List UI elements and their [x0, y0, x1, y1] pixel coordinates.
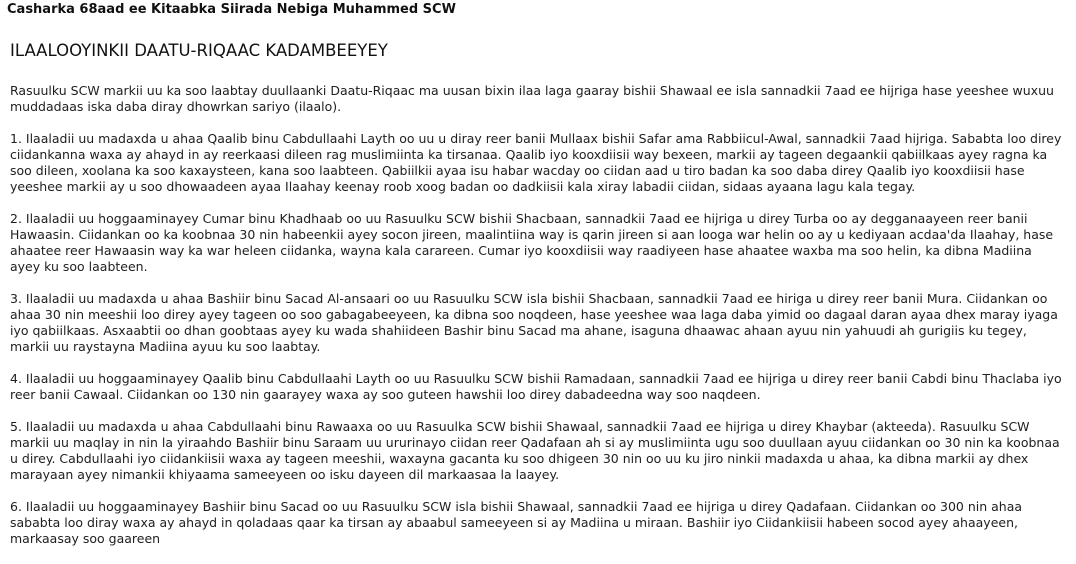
paragraph-2: 2. Ilaaladii uu hoggaaminayey Cumar binu Khadhaab oo uu Rasuulku SCW bishii Shacbaan, sannadkii 7aad ee hijriga u direy Turba oo ay degganaayeen reer banii Hawaasin. Ciidankan oo ka koobnaa 30 nin habeenkii ayey socon jireen, maalintiina way is qarin jireen si aan looga war helin oo ay u kediyaan acdaa'da Ilaahay, hase ahaatee reer Hawaasin way ka war heleen ciidanka, wayna kala carareen. Cumar iyo kooxdiisii way raadiyeen hase ahaatee waxba ma soo helin, ka dibna Madiina ayey ku soo laabteen.	[10, 211, 1054, 274]
paragraph-6: 6. Ilaaladii uu hoggaaminayey Bashiir binu Sacad oo uu Rasuulku SCW isla bishii Shawaal, sannadkii 7aad ee hijriga u direy Qadafaan. Ciidankan oo 300 nin ahaa sababta loo diray waxa ay ahayd in qoladaas qaar ka tirsan ay abaabul sameeyeen si ay Madiina u miraan. Bashiir iyo Ciidankiisii habeen socod ayey ahaayeen, markaasay soo gaareen	[10, 499, 1023, 546]
intro-paragraph: Rasuulku SCW markii uu ka soo laabtay duullaanki Daatu-Riqaac ma uusan bixin ilaa laga gaaray bishii Shawaal ee isla sannadkii 7aad ee hijriga hase yeeshee wuxuu muddadaas iska daba diray dhowrkan sariyo (ilaalo).	[10, 83, 1054, 114]
paragraph-1: 1. Ilaaladii uu madaxda u ahaa Qaalib binu Cabdullaahi Layth oo uu u diray reer banii Mullaax bishii Safar ama Rabbiicul-Awal, sannadkii 7aad hijriga. Sababta loo direy ciidankanna waxa ay ahayd in ay reerkaasi dileen rag muslimiinta ka tirsanaa. Qaalib iyo kooxdiisii way bexeen, markii ay tageen degaankii qabiilkaas ayey ragna ka soo dileen, xoolana ka soo kaxaysteen, kana soo laabteen. Qabiilkii ayaa isu habar wacday oo ciidan aad u tiro badan ka soo daba direy Qaalib iyo kooxdiisii hase yeeshee markii ay u soo dhowaadeen ayaa Ilaahay keenay roob xoog badan oo dadkiisii kala xiray labadii ciidan, sidaas ayaana lagu kala tegay.	[10, 131, 1062, 194]
paragraph-3: 3. Ilaaladii uu madaxda u ahaa Bashiir binu Sacad Al-ansaari oo uu Rasuulku SCW isla bishii Shacbaan, sannadkii 7aad ee hiriga u direy reer banii Mura. Ciidankan oo ahaa 30 nin meeshii loo direy ayey tageen oo soo gabagabeeyeen, ka dibna soo noqdeen, hase yeeshee waa laga daba yimid oo dagaal daran ayaa dhex maray iyaga iyo qabiilkaas. Asxaabtii oo dhan goobtaas ayey ku wada shahiideen Bashir binu Sacad ma ahane, isaguna dhaawac ahaan ayuu nin yahuudi ah gurigiis ku tegey, markii uu raystayna Madiina ayuu ku soo laabtay.	[10, 291, 1058, 354]
article	[10, 40, 1062, 563]
paragraph-4: 4. Ilaaladii uu hoggaaminayey Qaalib binu Cabdullaahi Layth oo uu Rasuulku SCW bishii Ramadaan, sannadkii 7aad ee hijriga u direy reer banii Cabdi binu Thaclaba iyo reer banii Cawaal. Ciidankan oo 130 nin gaarayey waxa ay soo guteen hawshii loo direy dabadeedna way soo naqdeen.	[10, 371, 1062, 402]
article-title: ILAALOOYINKII DAATU-RIQAAC KADAMBEEYEY	[10, 41, 388, 60]
paragraph-5: 5. Ilaaladii uu madaxda u ahaa Cabdullaahi binu Rawaaxa oo uu Rasuulka SCW bishii Shawaal, sannadkii 7aad ee hijriga u direy Khaybar (akteeda). Rasuulku SCW markii uu maqlay in nin la yiraahdo Bashiir binu Saraam uu ururinayo ciidan reer Qadafaan ah si ay muslimiinta ugu soo duullaan ayuu ciidankan oo 30 nin ka koobnaa u direy. Cabdullaahi iyo ciidankiisii waxa ay tageen meeshii, waxayna gacanta ku soo dhigeen 30 nin oo uu ku jiro ninkii madaxda u ahaa, ka dibna markii ay dhex marayaan ayey nimankii khiyaama sameeyeen oo isku dayeen dil markaasaa la laayey.	[10, 419, 1060, 482]
page-header: Casharka 68aad ee Kitaabka Siirada Nebiga Muhammed SCW	[7, 2, 456, 17]
